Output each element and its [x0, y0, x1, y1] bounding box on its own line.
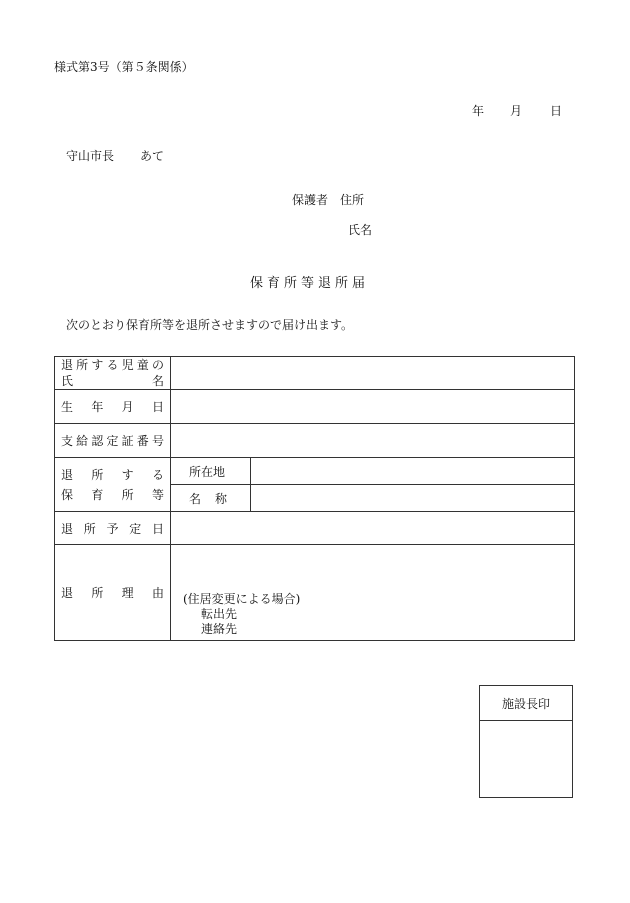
- cert-number-label-cell: 支 給 認 定 証 番 号: [55, 424, 171, 458]
- date-line: [472, 102, 562, 119]
- moving-to-label: 転出先: [201, 607, 238, 621]
- reason-label-cell: 退 所 理 由: [55, 545, 171, 641]
- facility-name-field[interactable]: [251, 485, 575, 512]
- child-name-field[interactable]: [171, 357, 575, 390]
- stamp-area[interactable]: [480, 721, 572, 799]
- facility-head-stamp-box: [479, 685, 573, 798]
- facility-label-line2: 保 育 所 等: [61, 487, 164, 502]
- date-day-label: 日: [550, 104, 563, 118]
- facility-name-label: 名 称: [171, 485, 251, 512]
- facility-location-field[interactable]: [251, 458, 575, 485]
- child-name-label-cell: [55, 357, 171, 390]
- date-month-label: 月: [510, 104, 523, 118]
- planned-date-label-cell: 退 所 予 定 日: [55, 512, 171, 545]
- child-name-label-line1: 退 所 す る 児 童 の: [61, 358, 164, 372]
- birth-date-field[interactable]: [171, 390, 575, 424]
- addressee-suffix: あて: [140, 149, 165, 163]
- planned-date-field[interactable]: [171, 512, 575, 545]
- facility-label-cell: [55, 458, 171, 512]
- lead-text: 次のとおり保育所等を退所させますので届け出ます。: [66, 318, 354, 332]
- reason-note: (住居変更による場合): [183, 592, 301, 606]
- child-name-label-line2: 氏 名: [61, 374, 164, 388]
- contact-label: 連絡先: [201, 622, 238, 636]
- facility-label-line1: 退 所 す る: [61, 467, 164, 482]
- cert-number-field[interactable]: [171, 424, 575, 458]
- birth-date-label-cell: 生 年 月 日: [55, 390, 171, 424]
- form-label: 様式第3号（第５条関係）: [54, 60, 194, 74]
- reason-field[interactable]: [171, 545, 575, 641]
- guardian-name-label: 氏名: [348, 223, 373, 237]
- guardian-address-label: 保護者 住所: [292, 193, 365, 207]
- facility-location-label: 所在地: [171, 458, 251, 485]
- stamp-label: 施設長印: [480, 686, 572, 721]
- withdrawal-form-table: [54, 356, 575, 641]
- date-year-label: 年: [472, 104, 485, 118]
- addressee: [66, 147, 164, 164]
- document-title: 保育所等退所届: [250, 276, 370, 291]
- addressee-name: 守山市長: [66, 149, 115, 163]
